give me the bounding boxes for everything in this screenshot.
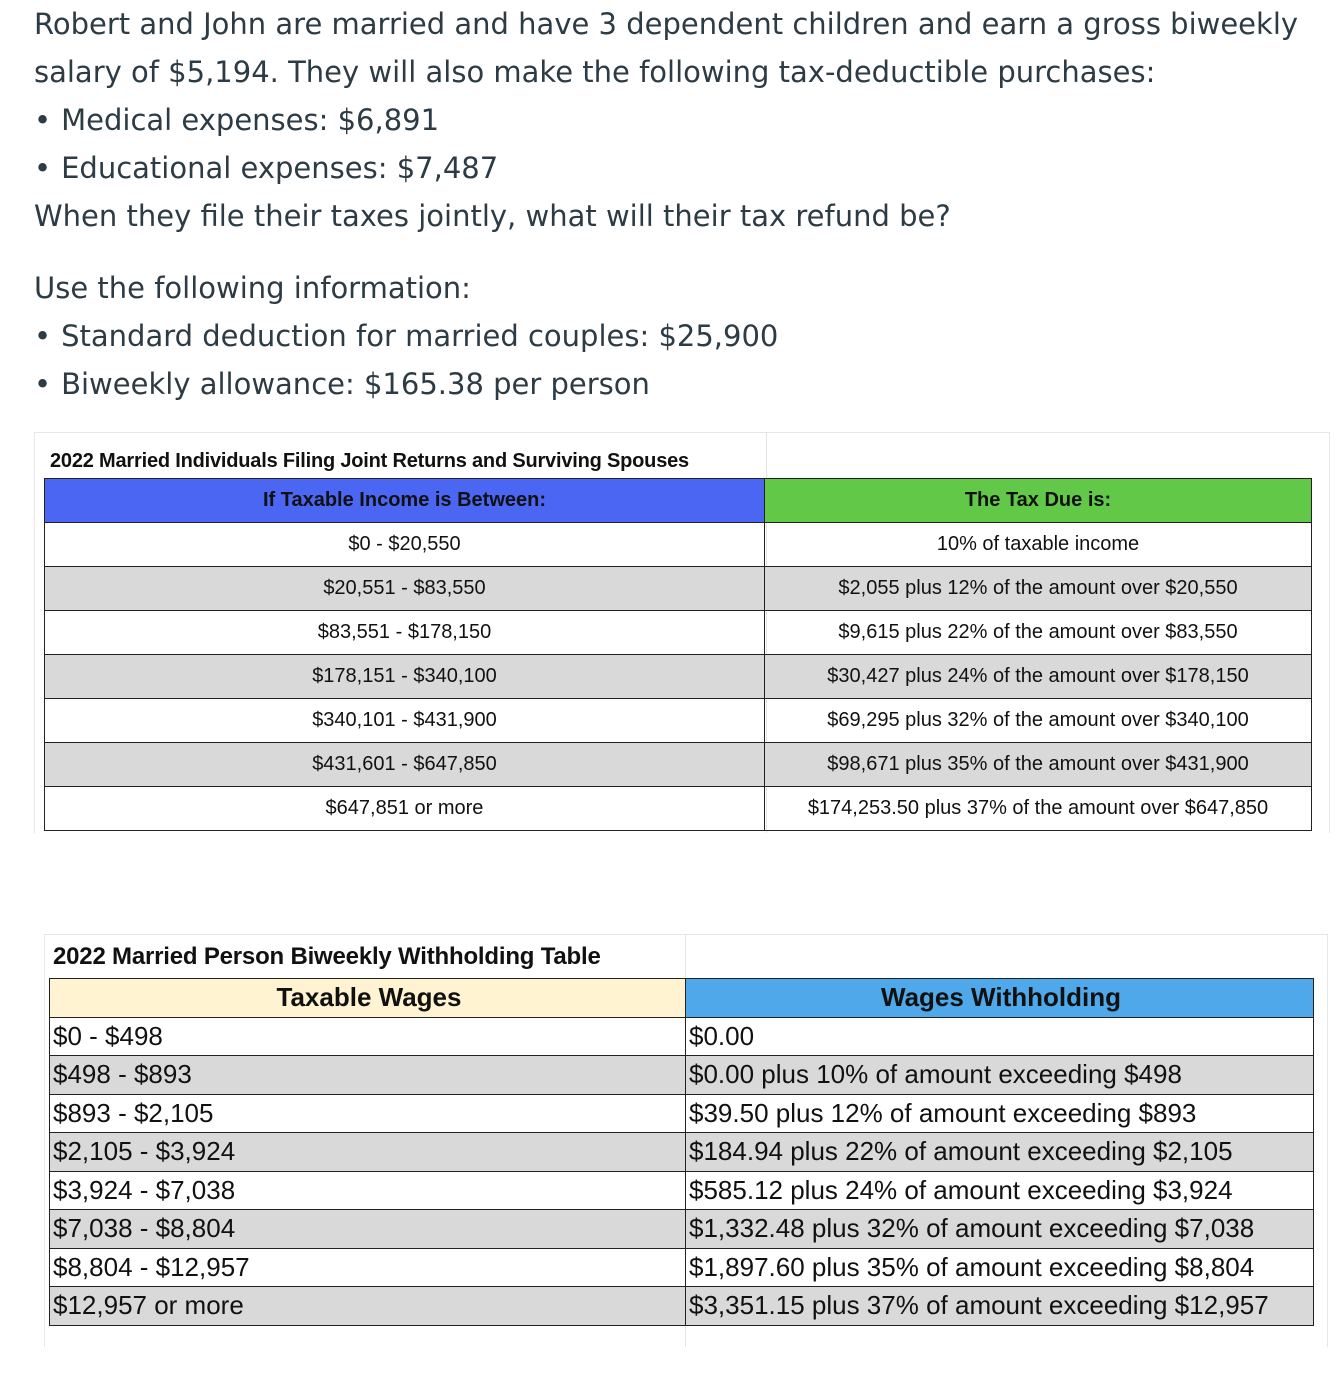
wage-range-cell: $893 - $2,105 xyxy=(50,1094,686,1133)
info-heading: Use the following information: xyxy=(34,271,471,305)
wage-range-cell: $0 - $498 xyxy=(50,1017,686,1056)
table-row xyxy=(50,1133,1314,1172)
wage-range-cell: $2,105 - $3,924 xyxy=(50,1133,686,1172)
info-item-standard-deduction: • Standard deduction for married couples: $25,900 xyxy=(34,312,1324,360)
table-row xyxy=(50,1171,1314,1210)
table-row xyxy=(45,787,1312,831)
purchase-item-educational: • Educational expenses: $7,487 xyxy=(34,144,1324,192)
withholding-header-withholding: Wages Withholding xyxy=(686,979,1314,1018)
table-row xyxy=(50,1094,1314,1133)
withholding-amount-cell: $585.12 plus 24% of amount exceeding $3,924 xyxy=(686,1171,1314,1210)
income-range-cell: $83,551 - $178,150 xyxy=(45,611,765,655)
withholding-header-wages: Taxable Wages xyxy=(50,979,686,1018)
withholding-amount-cell: $1,332.48 plus 32% of amount exceeding $7,038 xyxy=(686,1210,1314,1249)
problem-intro-line-1: Robert and John are married and have 3 dependent children and earn a gross biweekly xyxy=(34,7,1299,41)
wage-range-cell: $12,957 or more xyxy=(50,1287,686,1326)
table-row xyxy=(50,1210,1314,1249)
withholding-amount-cell: $1,897.60 plus 35% of amount exceeding $8,804 xyxy=(686,1248,1314,1287)
tax-due-cell: $69,295 plus 32% of the amount over $340,100 xyxy=(765,699,1312,743)
withholding-amount-cell: $39.50 plus 12% of amount exceeding $893 xyxy=(686,1094,1314,1133)
table-row xyxy=(45,523,1312,567)
table-row xyxy=(45,611,1312,655)
tax-due-cell: $174,253.50 plus 37% of the amount over $647,850 xyxy=(765,787,1312,831)
withholding-amount-cell: $0.00 plus 10% of amount exceeding $498 xyxy=(686,1056,1314,1095)
wage-range-cell: $498 - $893 xyxy=(50,1056,686,1095)
withholding-table-title: 2022 Married Person Biweekly Withholding Table xyxy=(53,943,601,970)
income-range-cell: $340,101 - $431,900 xyxy=(45,699,765,743)
income-range-cell: $178,151 - $340,100 xyxy=(45,655,765,699)
tax-table-title: 2022 Married Individuals Filing Joint Returns and Surviving Spouses xyxy=(50,450,689,472)
withholding-amount-cell: $184.94 plus 22% of amount exceeding $2,105 xyxy=(686,1133,1314,1172)
wage-range-cell: $7,038 - $8,804 xyxy=(50,1210,686,1249)
table-row xyxy=(50,1056,1314,1095)
table-row xyxy=(50,1287,1314,1326)
table-row xyxy=(45,699,1312,743)
income-range-cell: $431,601 - $647,850 xyxy=(45,743,765,787)
info-item-biweekly-allowance: • Biweekly allowance: $165.38 per person xyxy=(34,360,1324,408)
table-row xyxy=(45,567,1312,611)
table-row xyxy=(45,655,1312,699)
withholding-amount-cell: $0.00 xyxy=(686,1017,1314,1056)
tax-due-cell: $98,671 plus 35% of the amount over $431,900 xyxy=(765,743,1312,787)
tax-table-header-due: The Tax Due is: xyxy=(765,479,1312,523)
income-range-cell: $20,551 - $83,550 xyxy=(45,567,765,611)
tax-bracket-table xyxy=(44,478,1312,831)
tax-due-cell: $30,427 plus 24% of the amount over $178,150 xyxy=(765,655,1312,699)
income-range-cell: $0 - $20,550 xyxy=(45,523,765,567)
withholding-amount-cell: $3,351.15 plus 37% of amount exceeding $12,957 xyxy=(686,1287,1314,1326)
withholding-table xyxy=(49,978,1314,1326)
tax-due-cell: $2,055 plus 12% of the amount over $20,550 xyxy=(765,567,1312,611)
tax-table-header-income: If Taxable Income is Between: xyxy=(45,479,765,523)
tax-due-cell: $9,615 plus 22% of the amount over $83,550 xyxy=(765,611,1312,655)
wage-range-cell: $3,924 - $7,038 xyxy=(50,1171,686,1210)
problem-intro-line-2: salary of $5,194. They will also make the following tax-deductible purchases: xyxy=(34,55,1156,89)
problem-text xyxy=(34,0,1324,408)
purchase-item-medical: • Medical expenses: $6,891 xyxy=(34,96,1324,144)
table-row xyxy=(50,1248,1314,1287)
tax-due-cell: 10% of taxable income xyxy=(765,523,1312,567)
income-range-cell: $647,851 or more xyxy=(45,787,765,831)
wage-range-cell: $8,804 - $12,957 xyxy=(50,1248,686,1287)
table-row xyxy=(45,743,1312,787)
problem-question: When they file their taxes jointly, what will their tax refund be? xyxy=(34,199,951,233)
table-row xyxy=(50,1017,1314,1056)
